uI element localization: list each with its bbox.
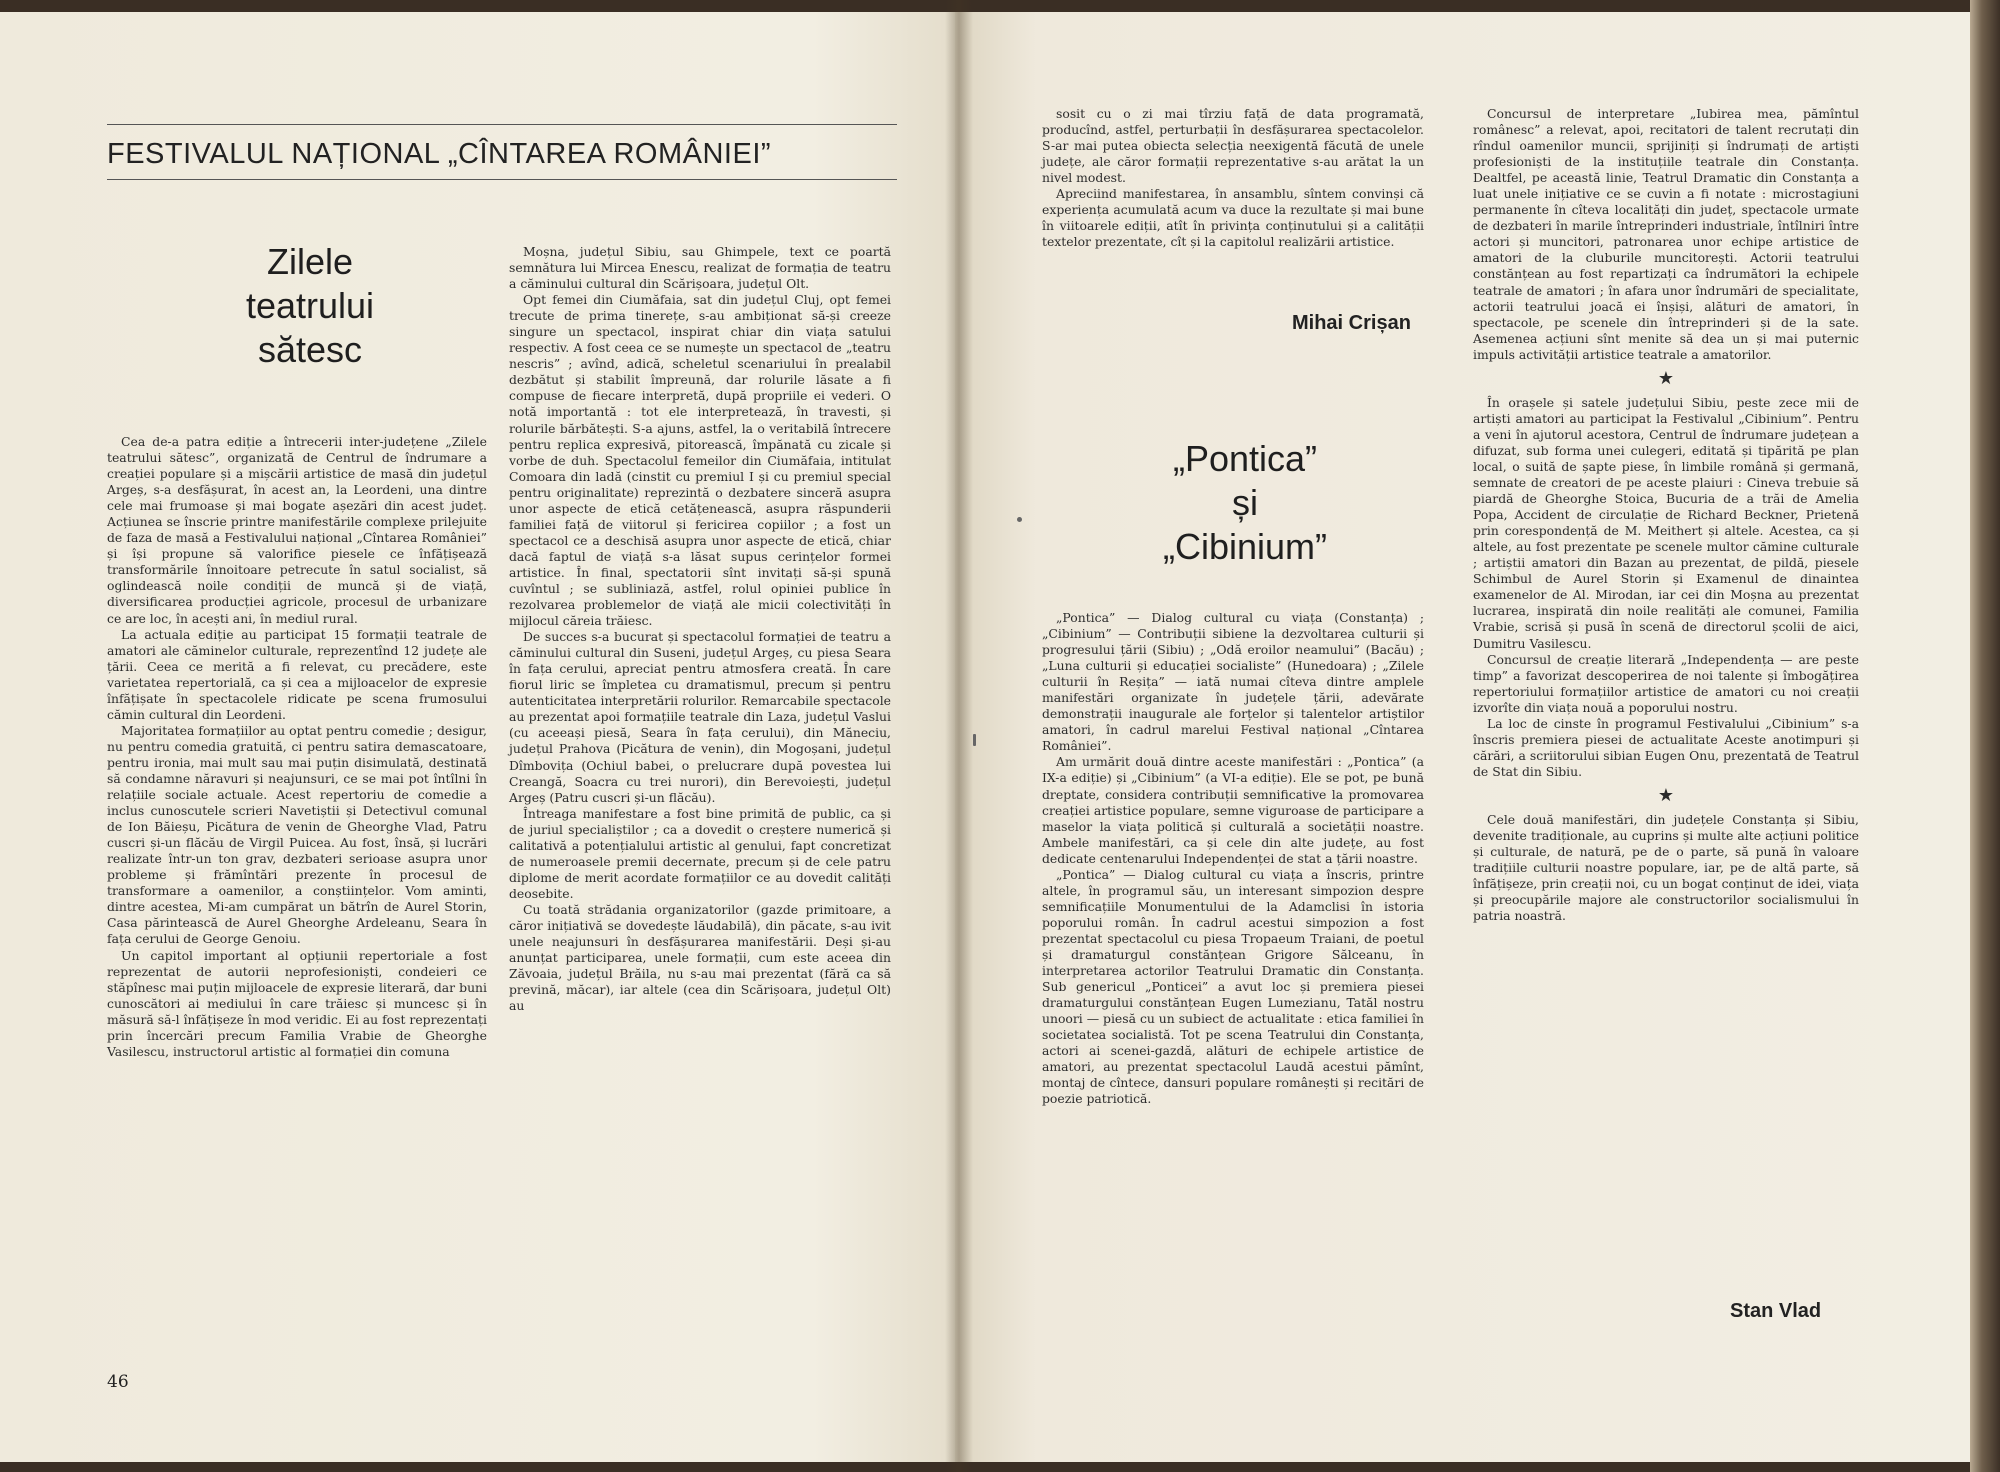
article-paragraph: Cea de-a patra ediție a întrecerii inter-județene „Zilele teatrului sătesc”, organizată de Centrul de îndrumare a creației populare și a mișcării artistice de masă din județul Argeș, s-a desfășurat, în acest an, la Leordeni, una dintre cele mai frumoase și mai bogate așezări din acest județ. Acțiunea se înscrie printre manifestările complexe prilejuite de faza de masă a Festivalului național „Cîntarea României” și își propune să valorifice piesele ce înfățișează transformările înnoitoare petrecute în satul socialist, să oglindească noile condiții de muncă și de viață, diversificarea producției agricole, procesul de urbanizare ce are loc, în acești ani, în mediul rural. [107, 434, 487, 626]
article-paragraph: Moșna, județul Sibiu, sau Ghimpele, text ce poartă semnătura lui Mircea Enescu, realizat de formația de teatru a căminului cultural din Scărișoara, județul Olt. [509, 244, 891, 292]
article-paragraph: Concursul de interpretare „Iubirea mea, pămîntul românesc” a relevat, apoi, recitatori de talent recrutați din rîndul oamenilor muncii, sprijiniți și îndrumați de artiști profesioniști de la instituțiile teatrale din Constanța. Dealtfel, pe această linie, Teatrul Dramatic din Constanța a luat unele inițiative ce se cuvin a fi notate : microstagiuni permanente în cîteva localități din județ, spectacole urmate de dezbateri în marile întreprinderi industriale, întîlniri între actori și muncitori, patronarea unor echipe artistice de amatori de la cluburile muncitorești. Actorii teatrului constănțean au fost repartizați ca îndrumători la echipele teatrale de amatori ; în afara unor îndrumări de specialitate, actorii teatrului joacă ei înșiși, alături de amatori, în spectacole, pe scenele din întreprinderi și de la sate. Asemenea acțiuni sînt menite să dea un și mai puternic impuls activității artistice teatrale a amatorilor. [1473, 106, 1859, 362]
article-paragraph: Concursul de creație literară „Independența — are peste timp” a favorizat descoperirea de noi talente și îmbogățirea repertoriului formațiilor artistice de amatori cu noi creații izvorîte din viața nouă a poporului nostru. [1473, 651, 1859, 715]
festival-header-title: FESTIVALUL NAȚIONAL „CÎNTAREA ROMÂNIEI” [107, 138, 772, 170]
article-paragraph: Opt femei din Ciumăfaia, sat din județul Cluj, opt femei trecute de prima tinerețe, s-au ambiționat să-și creeze singure un spectacol, inspirat chiar din viața satului respectiv. A fost ceea ce se numește un spectacol de „teatru nescris” ; avînd, adică, scheletul scenariului în prealabil dezbătut și stabilit împreună, dar rolurile lăsate a fi compuse de fiecare interpretă, după propriile ei vederi. O notă importantă : tot ele interpretează, în travesti, și rolurile bărbătești. S-a ajuns, astfel, la o veritabilă întrecere pentru replica expresivă, pitorească, împănată cu zicale și vorbe de duh. Spectacolul femeilor din Ciumăfaia, intitulat Comoara din ladă (cinstit cu premiul I și cu premiul special pentru originalitate) reprezintă o dezbatere sinceră asupra unor aspecte de etică cetățenească, asupra răspunderii familiei față de viitorul și fericirea copiilor ; a fost un spectacol ce a deschisă asupra unor aspecte de etică, chiar dacă faptul de viață s-a lăsat supus cerințelor formei artistice. În final, spectatorii sînt invitați să-și spună cuvîntul ; se subliniază, astfel, rolul opiniei publice în rezolvarea problemelor de viață ale micii colectivități în mijlocul căreia trăiesc. [509, 292, 891, 629]
article-title-line: „Pontica” [1172, 438, 1318, 479]
article-paragraph: În orașele și satele județului Sibiu, peste zece mii de artiști amatori au participat la Festivalul „Cibinium”. Pentru a veni în ajutorul acestora, Centrul de îndrumare județean a difuzat, sub forma unei culegeri, editată și tipărită pe plan local, o suită de șapte piese, în limbile română și germană, semnate de creatori de pe aceste plaiuri : Cineva trebuie să piardă de Gheorghe Stoica, Bucuria de a trăi de Amelia Popa, Accident de circulație de Richard Beckner, Prietenă prin corespondență de M. Meithert și altele. Acestea, ca și altele, au fost prezentate pe scenele multor cămine culturale ; artiștii amatori din Bazan au prezentat, de pildă, piesele Schimbul de Aurel Storin și Examenul de dinaintea examenelor de Al. Mirodan, iar cei din Moșna au prezentat lucrarea, inspirată din noile realități ale comunei, Familia Vrabie, scrisă și pusă în scenă de directorul școlii de aici, Dumitru Vasilescu. [1473, 394, 1859, 651]
article-paragraph: Am urmărit două dintre aceste manifestări : „Pontica” (a IX-a ediție) și „Cibinium” (a VI-a ediție). Ele se pot, pe bună dreptate, considera contribuții semnificative la promovarea creației artistice populare, semne viguroase de participare a maselor la viața politică și culturală a societății noastre. Ambele manifestări, ca și cele din alte județe, au fost dedicate centenarului Independenței de stat a țării noastre. [1042, 754, 1424, 866]
book-gutter [945, 0, 973, 1472]
article-paragraph: Întreaga manifestare a fost bine primită de public, ca și de juriul specialiștilor ; ca a dovedit o creștere numerică și calitativă a potențialului artistic al genului, fapt concretizat de numeroasele premii decernate, precum și de cele patru diplome de merit acordate formațiilor ce au dovedit calități deosebite. [509, 805, 891, 901]
article-paragraph: La actuala ediție au participat 15 formații teatrale de amatori ale căminelor culturale, reprezentînd 12 județe ale țării. Ceea ce merită a fi relevat, cu precădere, este varietatea repertorială, ca și cea a mijloacelor de expresie înfățișate în spectacolele ridicate pe scena frumosului cămin cultural din Leordeni. [107, 626, 487, 722]
article-title-text: Zilele teatrului sătesc [245, 241, 375, 370]
header-rule-top [107, 124, 897, 125]
section-star-divider: ★ [1657, 784, 1675, 806]
article-paragraph: Majoritatea formațiilor au optat pentru comedie ; desigur, nu pentru comedia gratuită, ci pentru satira demascatoare, pentru ironia, mai mult sau mai puțin disimulată, destinată să condamne năravuri și neajunsuri, ce se mai pot întîlni în relațiile sociale actuale. Acest repertoriu de comedie a inclus cunoscutele scrieri Navetiștii și Detectivul comunal de Ion Băieșu, Picătura de venin de Gheorghe Vlad, Patru cuscri și-un flăcău de Virgil Puicea. Au fost, însă, și lucrări realizate într-un ton grav, dezbateri serioase asupra unor probleme și frămîntări prezente în procesul de transformare a oamenilor, a conștiințelor. Vom aminti, dintre acestea, Mi-am cumpărat un bătrîn de Aurel Storin, Casa părintească de Aurel Gheorghe Ardeleanu, Seara în fața cerului de George Genoiu. [107, 722, 487, 947]
header-rule-bottom [107, 179, 897, 180]
article-paragraph: Cele două manifestări, din județele Constanța și Sibiu, devenite tradiționale, au cuprins și multe alte acțiuni politice și culturale, de natură, pe de o parte, să pună în valoare tradițiile culturii noastre populare, iar, pe de altă parte, să înfățișeze, prin creații noi, cu un bogat conținut de idei, viața și preocupările majore ale constructorilor socialismului în patria noastră. [1473, 811, 1859, 924]
article-title-line: și [1232, 481, 1258, 523]
article-paragraph: Apreciind manifestarea, în ansamblu, sîntem convinși că experiența acumulată acum va duce la rezultate și mai bune în viitoarele ediții, atît în privința conținutului și a calității textelor prezentate, cît și la capitolul realizării artistice. [1042, 186, 1424, 250]
article-paragraph: Cu toată strădania organizatorilor (gazde primitoare, a căror inițiativă se dovedește lăudabilă), din păcate, s-au ivit unele neajunsuri în desfășurarea manifestării. Deși și-au anunțat participarea, unele formații, cum este aceea din Zăvoaia, județul Brăila, nu s-au mai prezentat (fără ca să prevină, măcar), iar altele (cea din Scărișoara, județul Olt) au [509, 901, 891, 1014]
page-number: 46 [107, 1372, 129, 1392]
section-star-divider: ★ [1657, 367, 1675, 389]
signature-stan-vlad: Stan Vlad [1730, 1300, 1822, 1322]
article-paragraph: La loc de cinste în programul Festivalului „Cibinium” s-a înscris premiera piesei de actualitate Aceste anotimpuri și cărări, a scriitorului sibian Eugen Onu, prezentată de Teatrul de Stat din Sibiu. [1473, 715, 1859, 779]
article-paragraph: „Pontica” — Dialog cultural cu viața a înscris, printre altele, în programul său, un interesant simpozion despre semnificațiile Monumentului de la Adamclisi în istoria poporului român. În cadrul acestui simpozion a fost prezentat spectacolul cu piesa Tropaeum Traiani, de poetul și dramaturgul constănțean Grigore Sălceanu, în interpretarea actorilor Teatrului Dramatic din Constanța. Sub genericul „Ponticei” a avut loc și premiera piesei dramaturgului constănțean Eugen Lumezianu, Tatăl nostru unoori — piesă cu un subiect de actualitate : etica familiei în societatea socialistă. Tot pe scena Teatrului din Constanța, actori ai scenei-gazdă, alături de echipele artistice de amatori, au prezentat spectacolul Laudă acestui pămînt, montaj de cîntece, dansuri populare românești și recitări de poezie patriotică. [1042, 866, 1424, 1107]
article-title-line: „Cibinium” [1162, 525, 1328, 567]
article-paragraph: De succes s-a bucurat și spectacolul formației de teatru a căminului cultural din Suseni, județul Argeș, cu piesa Seara în fața cerului, apreciat pentru atmosfera creată. În care fiorul liric se împletea cu dramatismul, precum și pentru autenticitatea interpretării rolurilor. Remarcabile spectacole au prezentat apoi formațiile teatrale din Laza, județul Vaslui (cu aceeași piesă, Seara în fața cerului), din Măneciu, județul Prahova (Picătura de venin), din Mogoșani, județul Dîmbovița (Ochiul babei, o prelucrare după povestea lui Creangă, Soacra cu trei nurori), din Berevoiești, județul Argeș (Patru cuscri și-un flăcău). [509, 629, 891, 805]
article-title-pontica-cibinium [1115, 437, 1375, 569]
right-column-2 [1473, 106, 1859, 1356]
article-paragraph: Un capitol important al opțiunii repertoriale a fost reprezentat de autorii neprofesioniști, condeieri ce stăpînesc mai puțin mijloacele de expresie literară, dar buni cunoscători ai mediului în care trăiesc și muncesc și în măsură să-l înfățișeze în mod veridic. Ei au fost reprezentați prin încercări precum Familia Vrabie de Gheorghe Vasilescu, instructorul artistic al formației din comuna [107, 947, 487, 1059]
signature-mihai-crisan: Mihai Crișan [1292, 312, 1411, 334]
right-column-1-bottom [1042, 610, 1424, 1410]
left-column-2 [509, 244, 891, 1384]
right-page [955, 12, 1970, 1462]
article-title-zilele [205, 240, 415, 372]
margin-mark [973, 734, 976, 746]
article-paragraph: sosit cu o zi mai tîrziu față de data programată, producînd, astfel, perturbații în desfășurarea spectacolelor. S-ar mai putea obiecta selecția neexigentă făcută de unele județe, ale căror formații reprezentative s-au arătat la un nivel modest. [1042, 106, 1424, 186]
margin-dot [1017, 517, 1022, 522]
right-column-1-top [1042, 106, 1424, 342]
article-paragraph: „Pontica” — Dialog cultural cu viața (Constanța) ; „Cibinium” — Contribuții sibiene la dezvoltarea culturii și progresului țării (Sibiu) ; „Odă eroilor neamului” (Bacău) ; „Luna culturii și educației socialiste” (Hunedoara) ; „Zilele culturii în Reșița” — iată numai cîteva dintre amplele manifestări organizate în județele țării, adevărate demonstrații inaugurale ale forțelor și talentelor artiștilor amatori, în cadrul marelui Festival național „Cîntarea României”. [1042, 610, 1424, 754]
left-column-1 [107, 434, 487, 1384]
book-cover-edge [1970, 0, 2000, 1472]
left-page [0, 12, 955, 1462]
